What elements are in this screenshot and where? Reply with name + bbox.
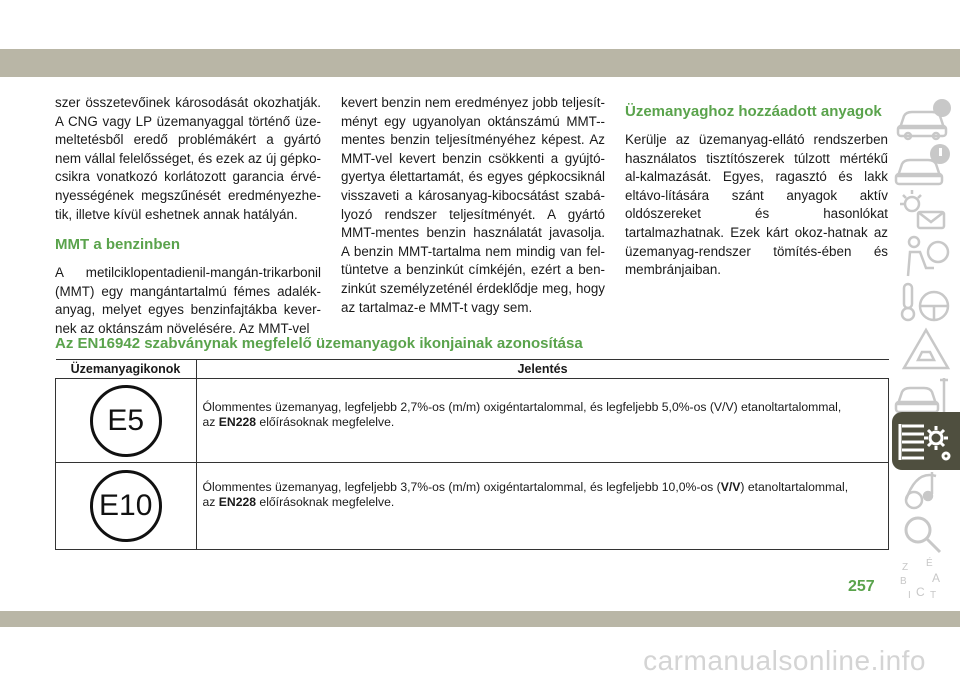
text: az [202,495,219,509]
table-title: Az EN16942 szabványnak megfelelő üzemanyagok ikonjainak azonosítása [55,335,583,352]
header-fuel-icons: Üzemanyagikonok [56,360,197,379]
intro-paragraph: szer összetevőinek károsodását okozhatják. A CNG vagy LP üzemanyaggal történő üze-meltetésből eredő problémákért a gyártó nem vállal felelősséget, és ezek az új gépko-csikra vonatkozó korlátozott garancia érvé-nyességének megszűnését eredményezhe-tik, illetve kívül eshetnek annak hatályán. [55,95,321,222]
text: ) etanoltartalommal, [740,480,849,494]
meaning-cell [196,463,889,550]
meaning-cell [196,379,889,463]
mmt-paragraph-part2: kevert benzin nem eredményez jobb teljesít-ményt egy ugyanolyan oktánszámú MMT--mentes benzin teljesítményéhez képest. Az MMT-vel kevert benzin csökkenti a gyújtó-gyertya élettartamát, és egyes gépkocsiknál visszaveti a károsanyag-kibocsátást szabá-lyozó rendszer teljesítményét. A gyártó MMT-mentes benzin használatát javasolja. A benzin MMT-tartalma nem mindig van fel-tüntetve a benzinkút címkéjén, ezért a ben-zinkút személyzeténél érdeklődje meg, hogy az tartalmaz-e MMT-t vagy sem. [341,95,605,315]
svg-text:I: I [908,590,911,601]
watermark: carmanualsonline.info [643,645,926,676]
table-row [56,463,889,550]
text: előírásoknak megfelelve. [256,495,395,509]
svg-text:A: A [932,571,941,585]
page-number: 257 [848,578,875,595]
alphabet-languages-icon [892,552,960,610]
mmt-paragraph-part1: A metilciklopentadienil-mangán-trikarbonil (MMT) egy mangántartalmú fémes adalék-anyag, melyet egyes benzinfajtákba kever-nek az oktánszám növelésére. Az MMT-vel [55,265,321,336]
additives-heading: Üzemanyaghoz hozzáadott anyagok [625,103,882,120]
e10-fuel-icon: E10 [90,470,162,542]
text-column-3 [625,94,888,280]
header-band [0,0,960,78]
mmt-heading: MMT a benzinben [55,236,180,254]
fuel-icons-table [55,359,889,550]
text: Ólommentes üzemanyag, legfeljebb 3,7%-os (m/m) oxigéntartalommal, és legfeljebb 10,0%-os ( [202,480,721,494]
svg-text:T: T [930,590,937,601]
fuel-icon-cell [56,463,197,550]
text: az [202,414,219,429]
meaning-line [203,495,883,510]
meaning-line: Ólommentes üzemanyag, legfeljebb 2,7%-os (m/m) oxigéntartalommal, és legfeljebb 5,0%-os (V/V) etanoltartalommal, [202,399,842,414]
text-column-1 [55,94,321,339]
table-row [56,379,889,463]
text-column-2 [341,94,605,317]
svg-text:C: C [916,585,925,599]
meaning-line [203,480,883,495]
tab-languages[interactable] [892,552,960,610]
fuel-icon-cell [56,379,197,463]
text: előírásoknak megfelelve. [256,414,395,429]
header-stripe [0,49,960,77]
svg-text:Z: Z [902,562,909,573]
svg-text:É: É [926,558,933,569]
svg-text:B: B [900,576,907,587]
standard-code: EN228 [218,414,257,429]
meaning-line [203,415,883,430]
header-meaning: Jelentés [196,360,889,379]
additives-paragraph: Kerülje az üzemanyag-ellátó rendszerben használatos tisztítószerek túlzott mértékű al-kalmazását. Egyes, ragasztó és lakk eltávo-lítására szánt anyagok aktív oldószereket és hasonlókat tartalmazhatnak. Ezek kárt okoz-hatnak az üzemanyag-rendszer tömítés-ében és membránjaiban. [625,132,888,278]
table-header-row [56,360,889,379]
e5-fuel-icon: E5 [90,385,162,457]
standard-code: EN228 [218,495,257,509]
unit-bold: V/V [720,480,741,494]
footer-band [0,611,960,627]
